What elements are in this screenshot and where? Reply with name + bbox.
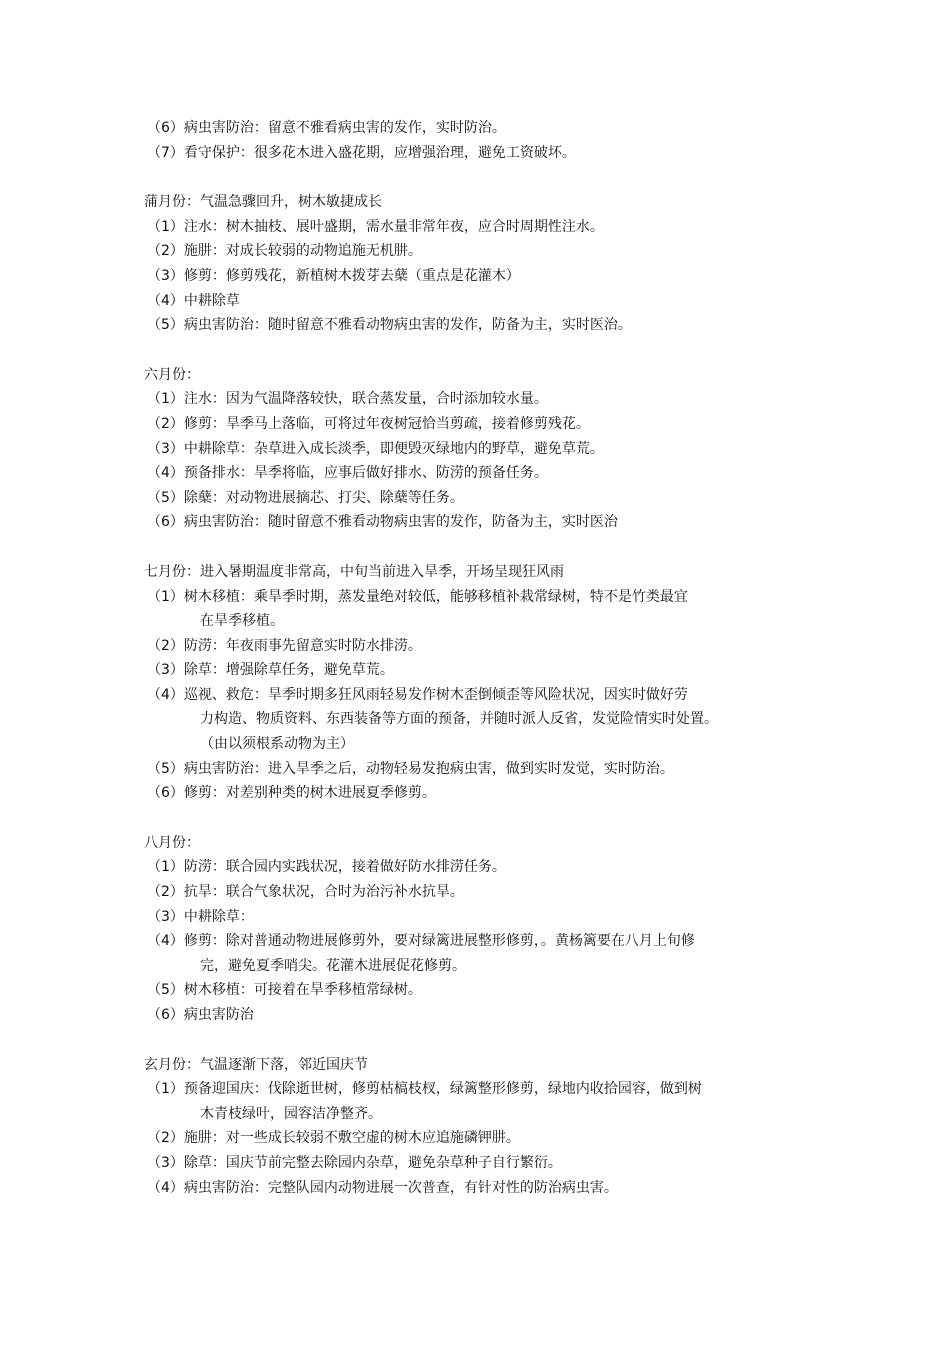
item-number: （2） [147, 1130, 184, 1147]
item-text: 防涝：联合园内实践状况，接着做好防水排涝任务。 [183, 859, 506, 876]
section-heading: 七月份：进入暑期温度非常高，中旬当前进入旱季，开场呈现狂风雨 [144, 563, 564, 580]
month-section [144, 831, 804, 1028]
list-item [144, 1126, 804, 1151]
month-section [144, 190, 804, 338]
item-text: 病虫害防治：留意不雅看病虫害的发作，实时防治。 [183, 120, 506, 136]
list-item [144, 239, 804, 264]
item-text: 修剪：修剪残花，新植树木拨芽去蘖（重点是花灌木） [183, 267, 520, 284]
item-text: 除蘖：对动物进展摘芯、打尖、除蘖等任务。 [183, 489, 464, 506]
list-item [144, 1003, 804, 1028]
item-number: （7） [147, 144, 184, 161]
item-number: （5） [147, 982, 184, 999]
item-text: 看守保护：很多花木进入盛花期，应增强治理，避免工资破坏。 [183, 144, 576, 161]
section-heading: 六月份： [144, 366, 200, 383]
item-text: 巡视、救危：旱季时期多狂风雨轻易发作树木歪倒倾歪等风险状况，因实时做好劳 [183, 686, 688, 703]
item-number: （2） [147, 637, 184, 654]
item-number: （6） [147, 785, 184, 802]
item-number: （6） [147, 1007, 184, 1023]
list-item [144, 757, 804, 782]
item-number: （6） [147, 514, 184, 531]
item-number: （4） [147, 933, 184, 950]
list-item [144, 1176, 804, 1201]
list-item [144, 412, 804, 437]
item-number: （3） [147, 908, 184, 925]
month-section [144, 116, 804, 165]
list-item [144, 634, 804, 659]
list-item [144, 141, 804, 166]
section-gap [144, 1028, 804, 1053]
item-continuation: 完，避免夏季哨尖。花灌木进展促花修剪。 [200, 957, 466, 974]
section-gap [144, 338, 804, 363]
list-item [144, 461, 804, 486]
list-item [144, 929, 804, 954]
list-item [144, 215, 804, 240]
item-number: （4） [147, 292, 184, 309]
list-item [144, 855, 804, 880]
item-number: （1） [147, 391, 184, 408]
list-item [144, 1151, 804, 1176]
item-text: 中耕除草 [183, 292, 240, 309]
month-section [144, 1053, 804, 1201]
list-item [144, 387, 804, 412]
section-heading: 八月份： [144, 834, 200, 851]
list-item [144, 437, 804, 462]
item-text: 施肼：对一些成长较弱不敷空虚的树木应追施磷钾肼。 [183, 1130, 520, 1147]
item-number: （4） [147, 686, 184, 703]
list-item [144, 978, 804, 1003]
item-text: 病虫害防治：完整队园内动物进展一次普查，有针对性的防治病虫害。 [183, 1179, 618, 1196]
item-text: 除草：增强除草任务，避免草荒。 [183, 662, 394, 679]
item-text: 预备排水：旱季将临，应事后做好排水、防涝的预备任务。 [183, 465, 548, 482]
list-item [144, 585, 804, 610]
list-item [144, 905, 804, 930]
list-item [144, 1077, 804, 1102]
item-continuation: 木青枝绿叶，园容洁净整齐。 [200, 1105, 382, 1122]
item-number: （2） [147, 884, 184, 901]
section-gap [144, 806, 804, 831]
list-item [144, 880, 804, 905]
item-number: （3） [147, 440, 184, 457]
item-number: （1） [147, 218, 184, 235]
section-gap [144, 165, 804, 190]
section-gap [144, 535, 804, 560]
list-item [144, 289, 804, 314]
item-text: 病虫害防治：进入旱季之后，动物轻易发抱病虫害，做到实时发觉，实时防治。 [183, 760, 674, 777]
item-text: 树木移植：可接着在旱季移植常绿树。 [183, 982, 422, 999]
section-heading: 玄月份：气温逐渐下落，邻近国庆节 [144, 1056, 368, 1073]
item-continuation: （由以须根系动物为主） [200, 736, 354, 753]
item-continuation: 力构造、物质资料、东西装备等方面的预备，并随时派人反省，发觉险情实时处置。 [200, 711, 718, 728]
item-text: 病虫害防治 [183, 1007, 254, 1023]
item-text: 注水：因为气温降落较快，联合蒸发量，合时添加较水量。 [183, 391, 548, 408]
item-number: （1） [147, 859, 184, 876]
item-text: 中耕除草：杂草进入成长淡季，即便毁灭绿地内的野草，避免草荒。 [183, 440, 604, 457]
item-number: （5） [147, 760, 184, 777]
item-number: （2） [147, 415, 184, 432]
item-number: （4） [147, 465, 184, 482]
item-number: （5） [147, 317, 184, 334]
item-text: 注水：树木抽枝、展叶盛期，需水量非常年夜，应合时周期性注水。 [183, 218, 604, 235]
list-item [144, 683, 804, 708]
item-number: （4） [147, 1179, 184, 1196]
list-item [144, 781, 804, 806]
item-text: 抗旱：联合气象状况，合时为治污补水抗旱。 [183, 884, 464, 901]
document-body [144, 116, 804, 1200]
item-text: 中耕除草： [183, 908, 254, 925]
item-number: （2） [147, 243, 184, 260]
month-section [144, 363, 804, 535]
list-item [144, 486, 804, 511]
item-number: （1） [147, 1081, 184, 1098]
item-text: 病虫害防治：随时留意不雅看动物病虫害的发作，防备为主，实时医治 [183, 514, 618, 531]
item-text: 预备迎国庆：伐除逝世树，修剪枯槁枝杈，绿篱整形修剪，绿地内收拾园容，做到树 [183, 1081, 702, 1098]
item-number: （1） [147, 588, 184, 605]
list-item [144, 658, 804, 683]
month-section [144, 560, 804, 806]
item-text: 修剪：旱季马上落临，可将过年夜树冠恰当剪疏，接着修剪残花。 [183, 415, 590, 432]
list-item [144, 313, 804, 338]
section-heading: 蒲月份：气温急骤回升，树木敏捷成长 [144, 194, 382, 211]
list-item [144, 510, 804, 535]
item-number: （3） [147, 662, 184, 679]
item-number: （3） [147, 267, 184, 284]
list-item [144, 116, 804, 141]
item-text: 树木移植：乘旱季时期，蒸发量绝对较低，能够移植补栽常绿树，特不是竹类最宜 [183, 588, 688, 605]
item-text: 除草：国庆节前完整去除园内杂草，避免杂草种子自行繁衍。 [183, 1154, 562, 1171]
item-text: 修剪：对差别种类的树木进展夏季修剪。 [183, 785, 436, 802]
item-text: 修剪：除对普通动物进展修剪外，要对绿篱进展整形修剪，。黄杨篱要在八月上旬修 [183, 933, 695, 950]
item-text: 病虫害防治：随时留意不雅看动物病虫害的发作，防备为主，实时医治。 [183, 317, 632, 334]
item-number: （6） [147, 120, 184, 136]
list-item [144, 264, 804, 289]
item-number: （5） [147, 489, 184, 506]
item-continuation: 在旱季移植。 [200, 613, 284, 630]
item-text: 施肼：对成长较弱的动物追施无机肼。 [183, 243, 422, 260]
item-text: 防涝：年夜雨事先留意实时防水排涝。 [183, 637, 422, 654]
item-number: （3） [147, 1154, 184, 1171]
